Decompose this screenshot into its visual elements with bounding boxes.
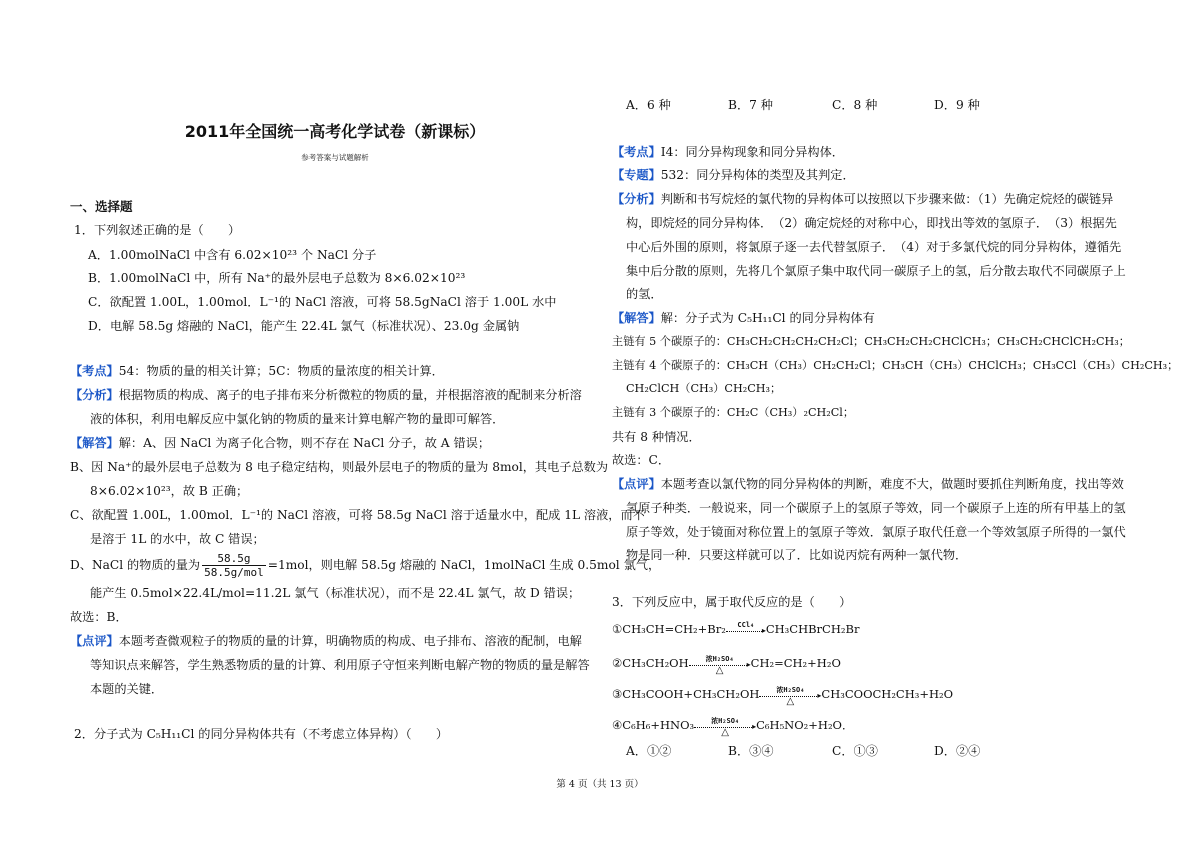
fenxi-tag: 【分析】 xyxy=(612,192,661,206)
q2-option-d: D．9 种 xyxy=(934,98,980,112)
reaction-arrow: 浓H₂SO₄ ▸ △ xyxy=(694,719,756,733)
kaodian-text: 54：物质的量的相关计算；5C：物质的量浓度的相关计算． xyxy=(118,364,444,378)
reaction-condition: CCl₄ xyxy=(737,621,755,629)
kaodian-tag: 【考点】 xyxy=(70,364,119,378)
q3-option-d: D．②④ xyxy=(934,744,981,758)
q2-jieda-line3: 主链有 4 个碳原子的：CH₃CH（CH₃）CH₂CH₂Cl；CH₃CH（CH₃）CHClCH₃；CH₃CCl（CH₃）CH₂CH₃； xyxy=(612,359,1179,372)
q2-dianping-line2: 氢原子种类．一般说来，同一个碳原子上的氢原子等效，同一个碳原子上连的所有甲基上的氢 xyxy=(626,501,1126,515)
q1-jieda xyxy=(70,435,490,451)
q2-jieda-line2: 主链有 5 个碳原子的：CH₃CH₂CH₂CH₂CH₂Cl；CH₃CH₂CH₂CHClCH₃；CH₃CH₂CHClCH₂CH₃； xyxy=(612,335,1130,348)
reaction-1 xyxy=(612,621,859,637)
q2-dianping-line3: 原子等效，处于镜面对称位置上的氢原子等效．氯原子取代任意一个等效氢原子所得的一氯代 xyxy=(626,525,1126,539)
q2-jieda xyxy=(612,310,875,326)
page-title: 2011年全国统一高考化学试卷（新课标） xyxy=(184,122,486,141)
dianping-text: 本题考查微观粒子的物质的量的计算，明确物质的构成、电子排布、溶液的配制，电解 xyxy=(118,634,582,648)
reaction-2-reactants: ②CH₃CH₂OH xyxy=(612,656,689,670)
zhuanti-text: 532：同分异构体的类型及其判定． xyxy=(660,168,855,182)
reaction-2-products: CH₂=CH₂+H₂O xyxy=(750,656,841,670)
q1-jieda-line2: B、因 Na⁺的最外层电子总数为 8 电子稳定结构，则最外层电子的物质的量为 8mol，其电子总数为 xyxy=(70,460,609,474)
reaction-4-reactants: ④C₆H₆+HNO₃ xyxy=(612,718,695,732)
fraction-numerator: 58.5g xyxy=(202,552,266,566)
q1-jieda-line7: 能产生 0.5mol×22.4L/mol=11.2L 氯气（标准状况），而不是 22.4L 氯气，故 D 错误； xyxy=(90,586,581,600)
reaction-1-products: CH₃CHBrCH₂Br xyxy=(765,622,860,636)
q1-jieda-line8: 故选：B． xyxy=(70,610,128,624)
q1-option-a: A．1.00molNaCl 中含有 6.02×10²³ 个 NaCl 分子 xyxy=(88,248,377,262)
q1-jieda-line4: C、欲配置 1.00L，1.00mol．L⁻¹的 NaCl 溶液，可将 58.5g NaCl 溶于适量水中，配成 1L 溶液，而不 xyxy=(70,508,645,522)
reaction-3-products: CH₃COOCH₂CH₃+H₂O xyxy=(821,687,954,701)
reaction-3 xyxy=(612,686,954,707)
fraction-denominator: 58.5g/mol xyxy=(204,566,264,579)
jieda-text: 解：分子式为 C₅H₁₁Cl 的同分异构体有 xyxy=(660,311,875,325)
page-subtitle: 参考答案与试题解析 xyxy=(301,153,369,162)
q1-option-c: C．欲配置 1.00L，1.00mol．L⁻¹的 NaCl 溶液，可将 58.5gNaCl 溶于 1.00L 水中 xyxy=(88,295,557,309)
reaction-3-reactants: ③CH₃COOH+CH₃CH₂OH xyxy=(612,687,760,701)
reaction-arrow: CCl₄ ▸ xyxy=(726,623,766,637)
q1-kaodian xyxy=(70,363,444,379)
kaodian-text: I4：同分异构现象和同分异构体． xyxy=(660,145,844,159)
q2-fenxi xyxy=(612,191,1113,207)
q2-fenxi-line2: 构，即烷烃的同分异构体． （2）确定烷烃的对称中心，即找出等效的氢原子． （3）根据先 xyxy=(626,216,1117,230)
q2-kaodian xyxy=(612,144,844,160)
reaction-4-products: C₆H₅NO₂+H₂O． xyxy=(756,718,854,732)
q2-stem: 2．分子式为 C₅H₁₁Cl 的同分异构体共有（不考虑立体异构）（ ） xyxy=(74,727,449,741)
jieda-tag: 【解答】 xyxy=(70,436,119,450)
q2-option-a: A．6 种 xyxy=(626,98,671,112)
q1-dianping-line3: 本题的关键． xyxy=(90,682,164,696)
jieda-text: 解：A、因 NaCl 为离子化合物，则不存在 NaCl 分子，故 A 错误； xyxy=(118,436,491,450)
q1-fenxi-line2: 液的体积，利用电解反应中氯化钠的物质的量来计算电解产物的量即可解答． xyxy=(90,412,505,426)
reaction-condition: 浓H₂SO₄ xyxy=(705,655,734,663)
q3-option-b: B．③④ xyxy=(728,744,774,758)
reaction-condition: 浓H₂SO₄ xyxy=(711,717,740,725)
heat-symbol: △ xyxy=(715,665,724,676)
q2-jieda-line7: 故选：C． xyxy=(612,453,671,467)
q2-option-b: B．7 种 xyxy=(728,98,773,112)
section-heading: 一、选择题 xyxy=(70,199,133,214)
q1-jieda-line5: 是溶于 1L 的水中，故 C 错误； xyxy=(90,532,265,546)
q1-dianping-line2: 等知识点来解答，学生熟悉物质的量的计算、利用原子守恒来判断电解产物的物质的量是解答 xyxy=(90,658,590,672)
q1-stem: 1．下列叙述正确的是（ ） xyxy=(74,223,241,237)
q1-fenxi xyxy=(70,387,582,403)
q2-dianping xyxy=(612,476,1124,492)
q2-fenxi-line4: 集中后分散的原则，先将几个氯原子集中取代同一碳原子上的氢，后分散去取代不同碳原子上 xyxy=(626,264,1126,278)
reaction-1-reactants: ①CH₃CH=CH₂+Br₂ xyxy=(612,622,726,636)
dianping-tag: 【点评】 xyxy=(70,634,119,648)
fenxi-text: 判断和书写烷烃的氯代物的异构体可以按照以下步骤来做：（1）先确定烷烃的碳链异 xyxy=(660,192,1114,206)
fenxi-text: 根据物质的构成、离子的电子排布来分析微粒的物质的量，并根据溶液的配制来分析溶 xyxy=(118,388,582,402)
heat-symbol: △ xyxy=(721,727,729,738)
reaction-arrow: 浓H₂SO₄ ▸ △ xyxy=(689,657,751,671)
q2-dianping-line4: 物是同一种．只要这样就可以了．比如说丙烷有两种一氯代物． xyxy=(626,548,968,562)
q1-dianping xyxy=(70,633,582,649)
q1-jieda-line3: 8×6.02×10²³，故 B 正确； xyxy=(90,484,249,498)
reaction-2 xyxy=(612,655,841,676)
q3-option-c: C．①③ xyxy=(832,744,878,758)
fenxi-tag: 【分析】 xyxy=(70,388,119,402)
dianping-tag: 【点评】 xyxy=(612,477,661,491)
q2-jieda-line5: 主链有 3 个碳原子的：CH₂C（CH₃）₂CH₂Cl； xyxy=(612,406,855,419)
zhuanti-tag: 【专题】 xyxy=(612,168,661,182)
q2-fenxi-line3: 中心后外围的原则，将氯原子逐一去代替氢原子． （4）对于多氯代烷的同分异构体，遵循先 xyxy=(626,240,1122,254)
reaction-condition: 浓H₂SO₄ xyxy=(776,686,805,694)
dianping-text: 本题考查以氯代物的同分异构体的判断，难度不大，做题时要抓住判断角度，找出等效 xyxy=(660,477,1124,491)
heat-symbol: △ xyxy=(786,696,795,707)
q2-jieda-line6: 共有 8 种情况． xyxy=(612,430,701,444)
jieda-tag: 【解答】 xyxy=(612,311,661,325)
kaodian-tag: 【考点】 xyxy=(612,145,661,159)
q1-option-d: D．电解 58.5g 熔融的 NaCl，能产生 22.4L 氯气（标准状况）、23.0g 金属钠 xyxy=(88,319,520,333)
q3-stem: 3．下列反应中，属于取代反应的是（ ） xyxy=(612,595,852,609)
q1-option-b: B．1.00molNaCl 中，所有 Na⁺的最外层电子总数为 8×6.02×10²³ xyxy=(88,271,466,285)
reaction-arrow: 浓H₂SO₄ ▸ △ xyxy=(759,688,821,702)
fraction xyxy=(202,552,266,579)
jieda-d-suffix: =1mol，则电解 58.5g 熔融的 NaCl，1molNaCl 生成 0.5mol 氯气， xyxy=(267,558,661,572)
jieda-d-prefix: D、NaCl 的物质的量为 xyxy=(70,558,201,572)
q1-jieda-line6 xyxy=(70,552,660,579)
page-footer: 第 4 页（共 13 页） xyxy=(556,779,644,790)
reaction-4 xyxy=(612,717,854,738)
q2-jieda-line4: CH₂ClCH（CH₃）CH₂CH₃； xyxy=(626,382,782,395)
q2-zhuanti xyxy=(612,167,855,183)
q2-fenxi-line5: 的氢． xyxy=(626,287,663,301)
q2-option-c: C．8 种 xyxy=(832,98,878,112)
q3-option-a: A．①② xyxy=(626,744,672,758)
